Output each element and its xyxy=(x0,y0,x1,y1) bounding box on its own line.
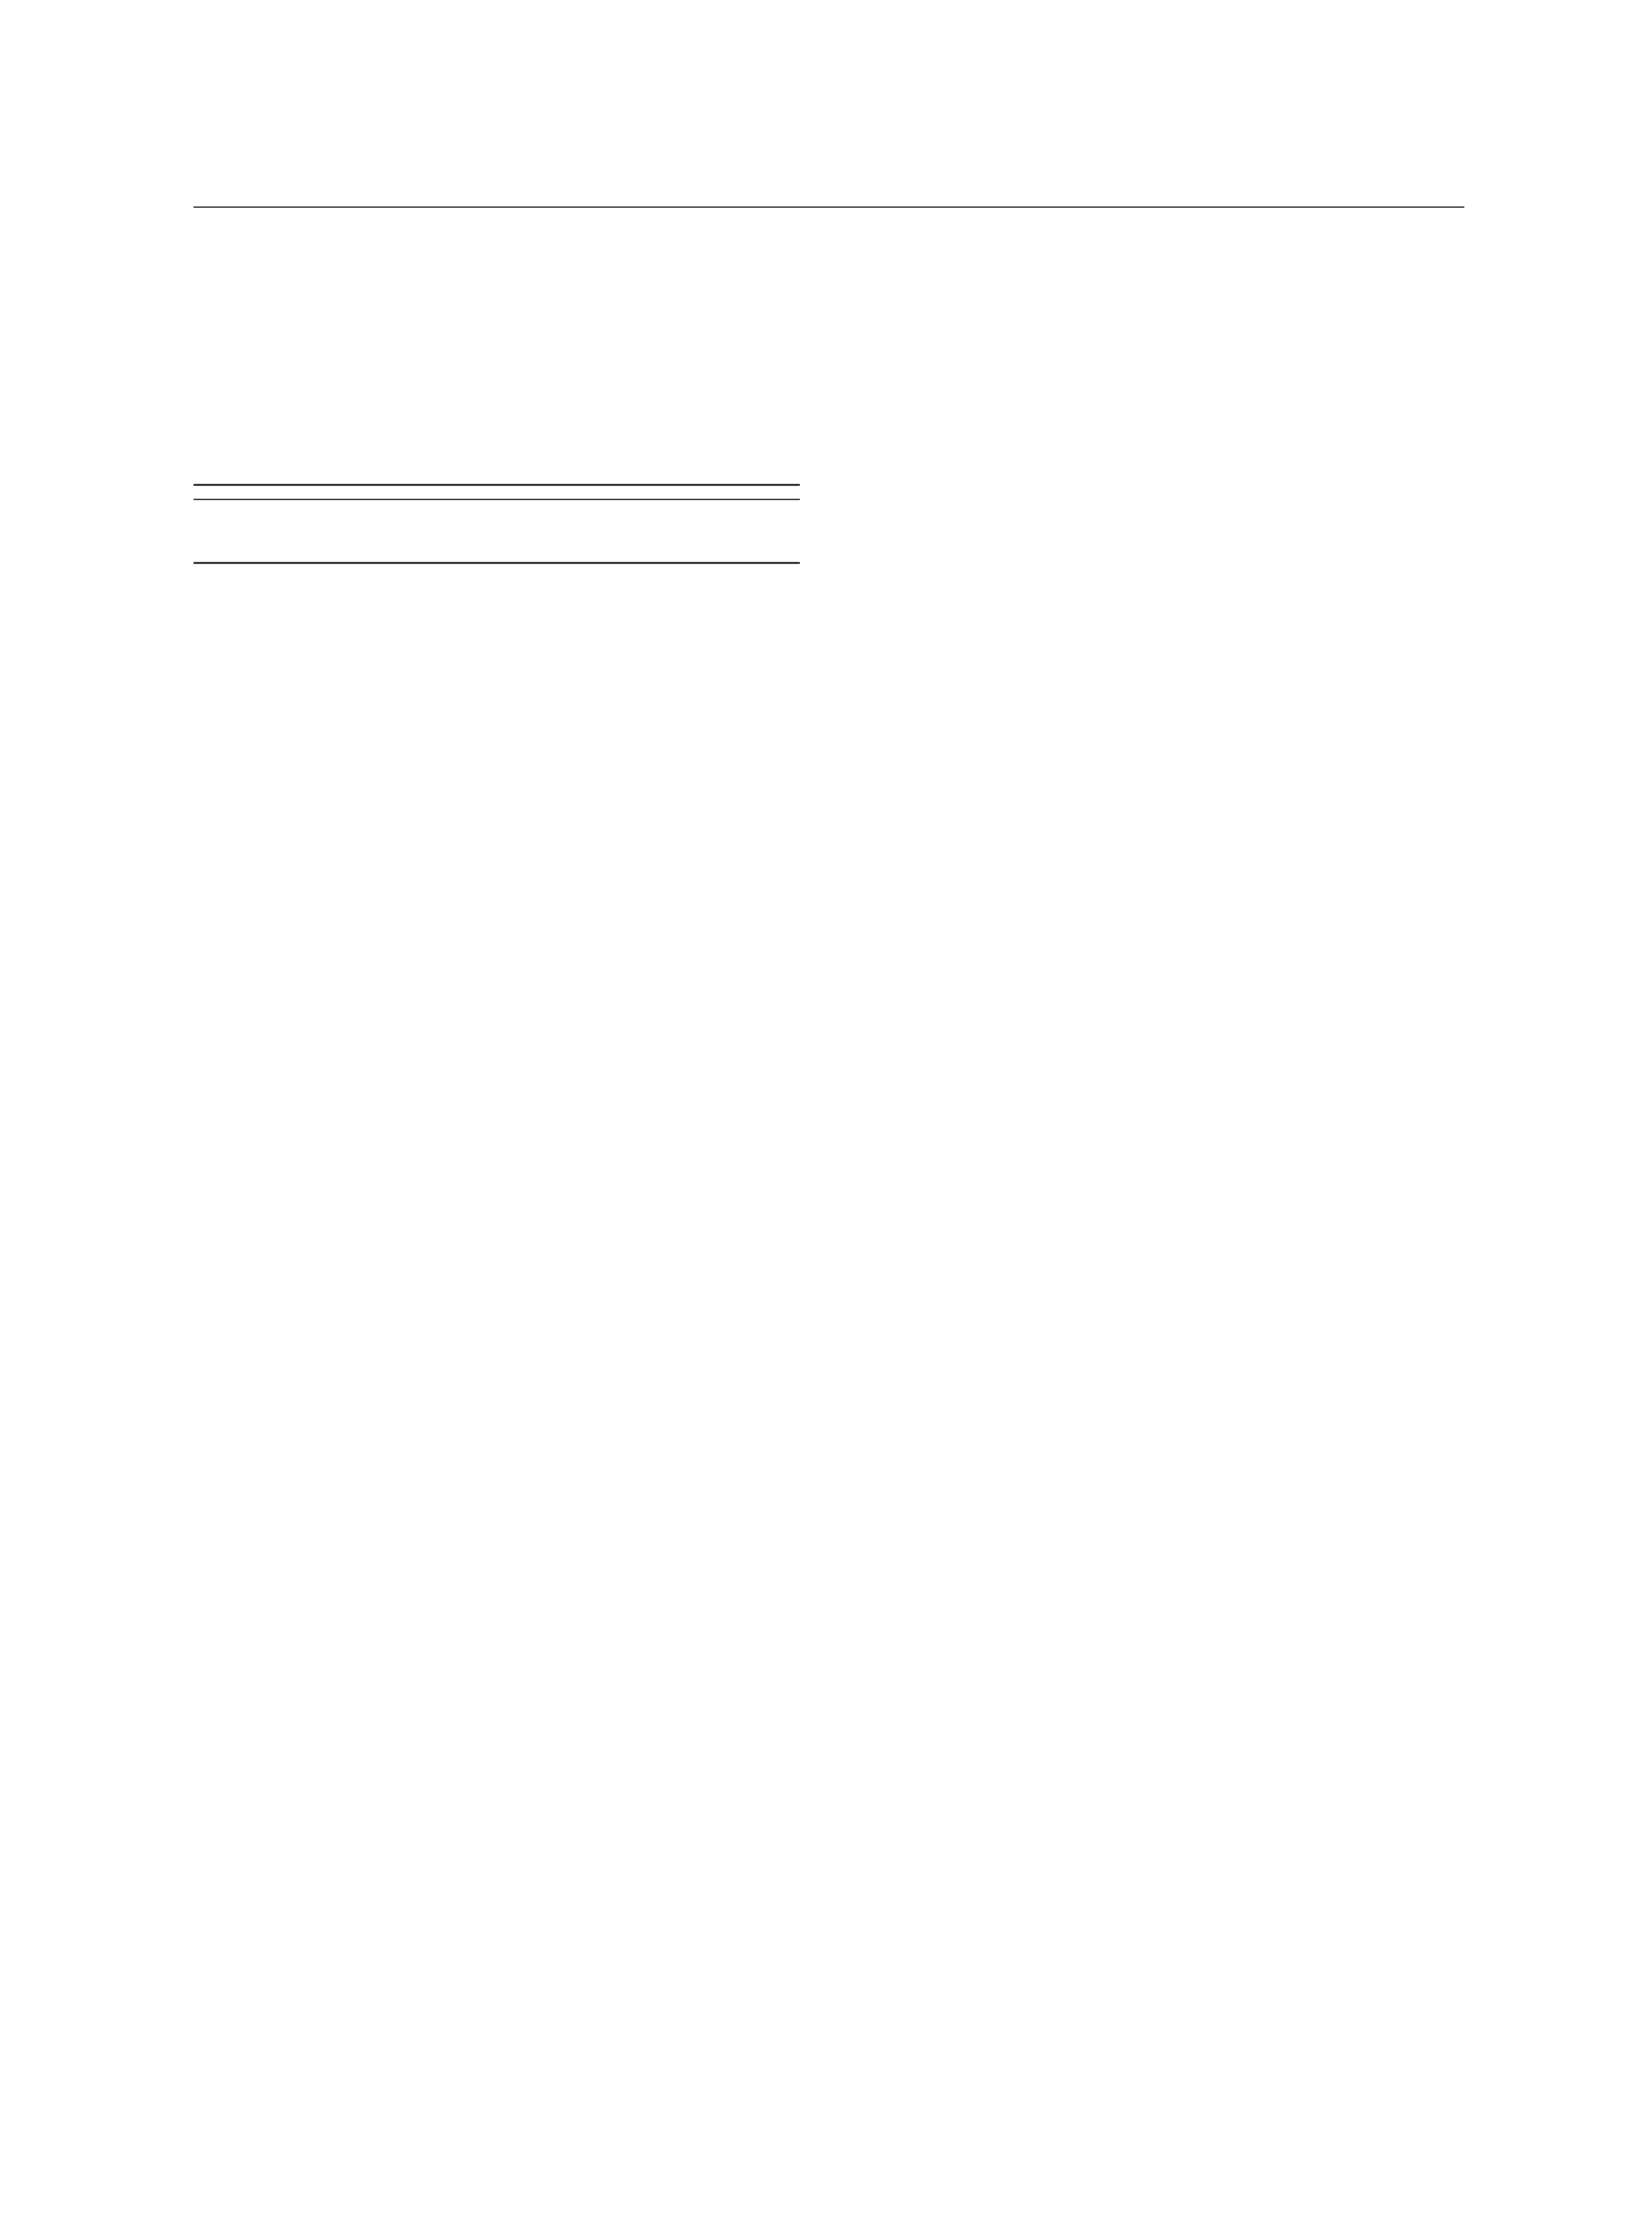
table-row xyxy=(194,531,800,546)
column-header xyxy=(648,485,800,500)
equation-9 xyxy=(194,360,800,414)
table-cell xyxy=(648,516,800,531)
performance-table xyxy=(194,484,800,564)
table-cell xyxy=(648,546,800,563)
table-cell xyxy=(497,499,648,516)
table-cell xyxy=(194,499,345,516)
equation-block xyxy=(194,252,800,468)
table-cell xyxy=(194,516,345,531)
table-row xyxy=(194,546,800,563)
table-cell xyxy=(194,546,345,563)
column-header xyxy=(497,485,648,500)
page-footer xyxy=(1453,2052,1465,2076)
running-header xyxy=(194,161,1464,208)
table-cell xyxy=(648,531,800,546)
equation-7 xyxy=(194,252,800,306)
table-cell xyxy=(648,499,800,516)
table-cell xyxy=(345,516,497,531)
left-column xyxy=(194,245,800,579)
table-cell xyxy=(497,531,648,546)
table-cell xyxy=(345,499,497,516)
equation-8 xyxy=(194,306,800,360)
table-row xyxy=(194,516,800,531)
equation-10 xyxy=(194,414,800,468)
table-header-row xyxy=(194,485,800,500)
table-cell xyxy=(345,546,497,563)
table-cell xyxy=(497,516,648,531)
right-column xyxy=(858,245,1464,307)
table-cell xyxy=(345,531,497,546)
table-row xyxy=(194,499,800,516)
column-header xyxy=(345,485,497,500)
table-cell xyxy=(194,531,345,546)
table-cell xyxy=(497,546,648,563)
column-header xyxy=(194,485,345,500)
